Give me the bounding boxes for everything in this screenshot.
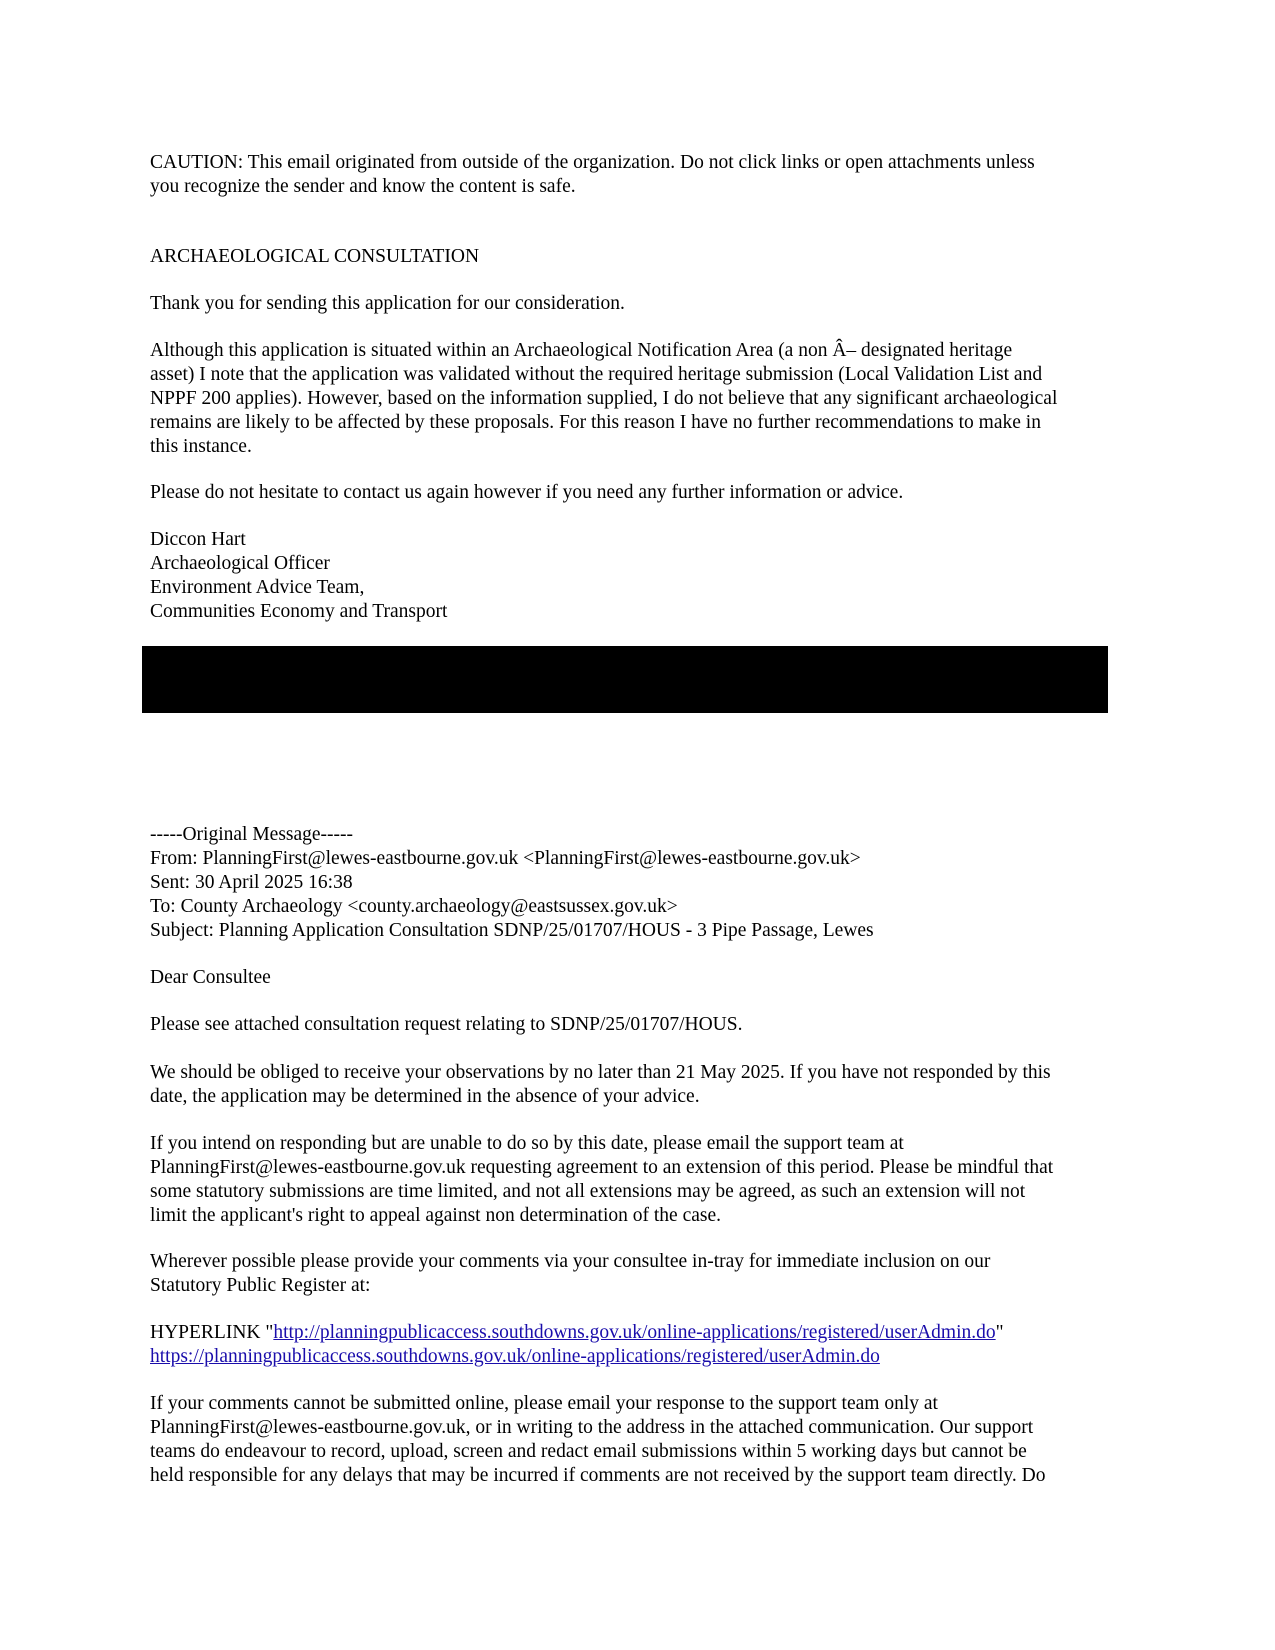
header-sent: Sent: 30 April 2025 16:38 bbox=[150, 872, 353, 893]
request-line: Please see attached consultation request relating to SDNP/25/01707/HOUS. bbox=[150, 1014, 743, 1035]
header-subject: Subject: Planning Application Consultation SDNP/25/01707/HOUS - 3 Pipe Passage, Lewes bbox=[150, 920, 874, 941]
register-link-display[interactable]: https://planningpublicaccess.southdowns.gov.uk/online-applications/registered/userAdmin.do bbox=[150, 1346, 880, 1367]
reply-heading: ARCHAEOLOGICAL CONSULTATION bbox=[150, 246, 480, 267]
separator: -----Original Message----- bbox=[150, 824, 354, 845]
signature-team: Environment Advice Team, bbox=[150, 577, 365, 598]
hyperlink-field: HYPERLINK "http://planningpublicaccess.southdowns.gov.uk/online-applications/registered/userAdmin.do" bbox=[150, 1322, 1004, 1343]
register-link[interactable]: http://planningpublicaccess.southdowns.gov.uk/online-applications/registered/userAdmin.do bbox=[273, 1322, 996, 1343]
offline-paragraph: If your comments cannot be submitted online, please email your response to the support team only at PlanningFirst@lewes-eastbourne.gov.uk, or in writing to the address in the attached communication. Our support teams do endeavour to record, upload, screen and redact email submissions within 5 working days but cannot be held responsible for any delays that may be incurred if comments are not received by the support team directly. Do bbox=[150, 1393, 1046, 1486]
hyperlink-display-line bbox=[150, 1345, 1140, 1369]
reply-contact: Please do not hesitate to contact us again however if you need any further information or advice. bbox=[150, 482, 904, 503]
body-line: this instance. bbox=[150, 436, 252, 457]
reply-thanks: Thank you for sending this application for our consideration. bbox=[150, 293, 625, 314]
redaction-bar bbox=[142, 646, 1108, 713]
extension-paragraph: If you intend on responding but are unable to do so by this date, please email the support team at PlanningFirst@lewes-eastbourne.gov.uk requesting agreement to an extension of this period. Please be mindful that some statutory submissions are time limited, and not all extensions may be agreed, as such an extension will not limit the applicant's right to appeal against non determination of the case. bbox=[150, 1133, 1054, 1226]
body-line: asset) I note that the application was validated without the required heritage submission (Local Validation List and bbox=[150, 364, 1043, 385]
caution-line: CAUTION: This email originated from outside of the organization. Do not click links or open attachments unless bbox=[150, 152, 1035, 173]
hyperlink-block bbox=[150, 1321, 1140, 1369]
greeting: Dear Consultee bbox=[150, 967, 271, 988]
reply-body bbox=[150, 339, 1140, 459]
caution-line: you recognize the sender and know the content is safe. bbox=[150, 176, 576, 197]
caution-notice bbox=[150, 151, 1140, 199]
header-from: From: PlanningFirst@lewes-eastbourne.gov.uk <PlanningFirst@lewes-eastbourne.gov.uk> bbox=[150, 848, 861, 869]
signature-name: Diccon Hart bbox=[150, 529, 246, 550]
header-to: To: County Archaeology <county.archaeology@eastsussex.gov.uk> bbox=[150, 896, 678, 917]
deadline-paragraph: We should be obliged to receive your observations by no later than 21 May 2025. If you have not responded by this date, the application may be determined in the absence of your advice. bbox=[150, 1062, 1051, 1107]
body-line: remains are likely to be affected by these proposals. For this reason I have no further recommendations to make in bbox=[150, 412, 1041, 433]
original-message-header bbox=[150, 823, 1140, 943]
signature-block bbox=[150, 528, 1140, 624]
signature-role: Archaeological Officer bbox=[150, 553, 330, 574]
body-line: Although this application is situated within an Archaeological Notification Area (a non Â– designated heritage bbox=[150, 340, 1013, 361]
register-paragraph: Wherever possible please provide your comments via your consultee in-tray for immediate inclusion on our Statutory Public Register at: bbox=[150, 1251, 991, 1296]
body-line: NPPF 200 applies). However, based on the information supplied, I do not believe that any significant archaeological bbox=[150, 388, 1058, 409]
signature-dept: Communities Economy and Transport bbox=[150, 601, 448, 622]
